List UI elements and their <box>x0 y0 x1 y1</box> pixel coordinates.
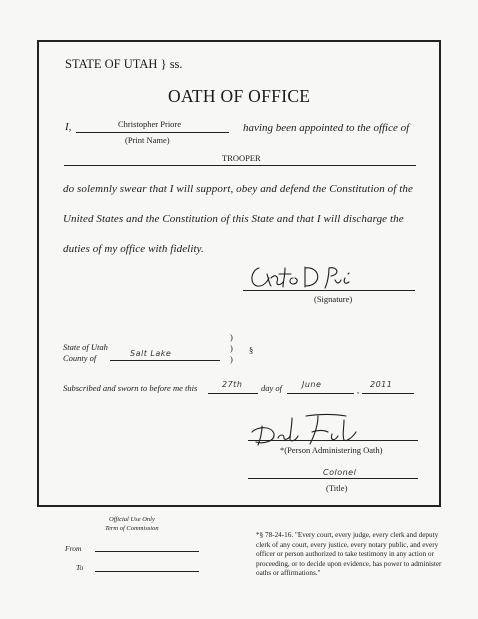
sworn-day-line <box>208 393 258 394</box>
administrator-signature-line <box>248 440 418 441</box>
from-line <box>95 551 199 552</box>
oath-text-line-2: United States and the Constitution of this State and that I will discharge the <box>63 213 404 225</box>
section-symbol: § <box>249 345 254 355</box>
to-label: To <box>76 563 84 572</box>
statute-footnote: *§ 78-24-16. "Every court, every judge, every clerk and deputy clerk of any court, every justice, every notary public, and every officer or person authorized to take testimony in any action or proceeding, or to decide upon evidence, has power to administer oaths or affirmations." <box>256 531 442 578</box>
office-line <box>64 165 416 166</box>
i-prefix: I, <box>65 121 72 133</box>
county-label: County of <box>63 353 97 363</box>
title-caption: (Title) <box>326 483 348 493</box>
having-appointed-text: having been appointed to the office of <box>243 122 410 134</box>
county-line <box>110 360 220 361</box>
print-name-value: Christopher Priore <box>118 119 182 129</box>
oath-form-border <box>37 40 441 507</box>
administrator-caption: *(Person Administering Oath) <box>280 445 383 455</box>
to-line <box>95 571 199 572</box>
sworn-month-line <box>287 393 354 394</box>
sworn-text: Subscribed and sworn to before me this <box>63 383 198 393</box>
from-label: From <box>65 544 82 553</box>
comma: , <box>357 385 360 395</box>
sworn-year-line <box>362 393 414 394</box>
title-value: Colonel <box>323 468 357 477</box>
oath-text-line-1: do solemnly swear that I will support, obey and defend the Constitution of the <box>63 183 413 195</box>
term-of-commission-label: Term of Commission <box>105 525 159 532</box>
sworn-month-value: June <box>302 380 322 389</box>
oath-taker-signature <box>245 262 355 292</box>
official-use-label: Official Use Only <box>109 516 155 523</box>
sworn-year-value: 2011 <box>370 380 393 389</box>
sworn-day-value: 27th <box>222 380 243 389</box>
signature-line <box>243 290 415 291</box>
title-line <box>248 478 418 479</box>
county-value: Salt Lake <box>130 349 172 358</box>
oath-text-line-3: duties of my office with fidelity. <box>63 243 204 255</box>
document-title: OATH OF OFFICE <box>168 86 311 106</box>
print-name-line <box>76 132 229 133</box>
state-heading: STATE OF UTAH } ss. <box>65 57 183 71</box>
office-value: TROOPER <box>222 153 261 163</box>
venue-state: State of Utah <box>63 342 108 352</box>
signature-caption: (Signature) <box>314 294 353 304</box>
day-of-text: day of <box>261 383 283 393</box>
venue-bracket: ) ) ) <box>230 332 233 364</box>
print-name-caption: (Print Name) <box>125 135 170 145</box>
